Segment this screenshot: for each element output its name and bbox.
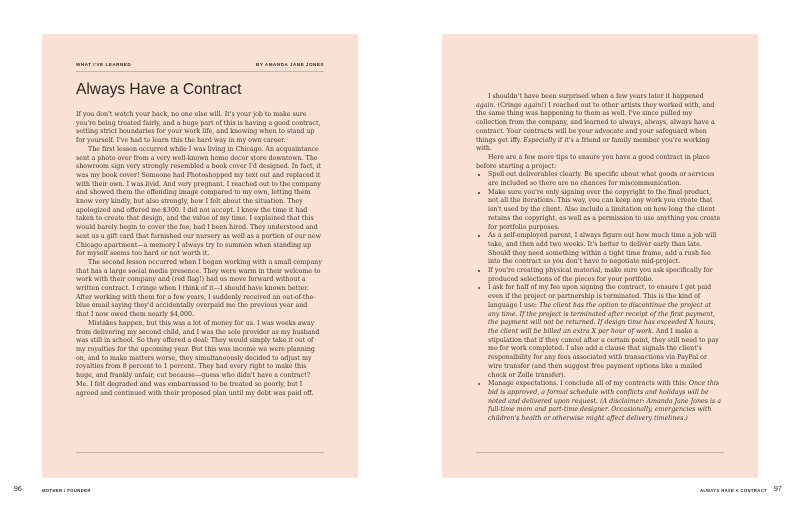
left-body <box>76 111 322 398</box>
paragraph: The second lesson occurred when I began working with a small company that has a large social media presence. They were warm in their welcome to work with their company and (red flag!) had us move forward without a written contract. I cringe when I think of it—I should have known better. After working with them for a few years, I suddenly received an out-of-the-blue email saying they'd accidentally overpaid me the previous year and that I now owed them nearly $4,000. <box>76 258 322 319</box>
article-title: Always Have a Contract <box>76 81 242 98</box>
list-item: • I ask for half of my fee upon signing the contract, to ensure I get paid even if the project or partnership is terminated. This is the kind of language I use: The client has the option to discontinue the project at any time. If the project is terminated after receipt of the first payment, the payment will not be returned. If design time has exceeded X hours, the client will be billed an extra X per hour of work. And I make a stipulation that if they cancel after a certain point, they still need to pay me for work completed. I also add a clause that signals the client's responsibility for any fees associated with transactions via PayPal or wire transfer (and then suggest free payment options like a mailed check or Zelle transfer). <box>488 284 722 380</box>
list-item: • Spell out deliverables clearly. Be specific about what goods or services are included so there are no chances for miscommunication. <box>488 171 722 188</box>
paragraph: I shouldn't have been surprised when a few years later it happened again. (Cringe again!) I reached out to other artists they worked with, and the same thing was happening to them as well. I've since pulled my collection from the company, and learned to always, always, always have a contract. Your contracts will be your advocate and your safeguard when things get iffy. Especially if it's a friend or family member you're working with. <box>476 93 715 153</box>
header-rule <box>76 71 324 72</box>
paragraph: Mistakes happen, but this was a lot of money for us. I was weeks away from delivering my second child, and I was the sole provider as my husband was still in school. So they offered a deal: They would simply take it out of my royalties for the upcoming year. But this was income we were planning on, and to make matters worse, they simultaneously decided to adjust my royalties from 8 percent to 1 percent. They had every right to make this huge, and frankly unfair, cut because—guess who didn't have a contract? Me. I felt degraded and was embarrassed to be treated so poorly, but I agreed and continued with their proposed plan until my debt was paid off. <box>76 319 320 397</box>
paragraph: Here are a few more tips to ensure you have a good contract in place before starting a project: <box>476 153 710 170</box>
page-number: 97 <box>774 486 782 493</box>
list-item: • If you're creating physical material, make sure you ask specifically for produced selections of the pieces for your portfolio. <box>488 267 722 284</box>
footer-rule <box>76 452 324 453</box>
paragraph: The first lesson occurred while I was living in Chicago. An acquaintance sent a photo over from a very well-known home decor store downtown. The showroom sign very strongly resembled a book cover I'd designed. In fact, it was my book cover! Someone had Photoshopped my text out and replaced it with their own. I was livid. And very pregnant. I reached out to the company and showed them the offending image compared to my own, letting them know very kindly, but also strongly, how I felt about the situation. They apologized and offered me $300. I did not accept. I knew the time it had taken to create that design, and the value of my time. I explained that this would barely begin to cover the fee, had I been hired. They understood and sent us a gift card that furnished our nursery as well as a portion of our new Chicago apartment—a memory I always try to summon when standing up for myself seems too hard or not worth it. <box>76 145 322 258</box>
author-byline: BY AMANDA JANE JONES <box>255 62 324 67</box>
running-footer: ALWAYS HAVE A CONTRACT <box>700 488 768 493</box>
list-item: • As a self-employed parent, I always figure out how much time a job will take, and then add two weeks. It's better to deliver early than late. Should they need something within a tight time frame, add a rush fee into the contract so you don't have to negotiate mid-project. <box>488 232 722 267</box>
paragraph: If you don't watch your back, no one else will. It's your job to make sure you're being treated fairly, and a huge part of this is having a good contract, setting strict boundaries for your work life, and knowing when to stand up for yourself. I've had to learn this the hard way in my own career. <box>76 111 321 145</box>
running-head <box>76 62 324 67</box>
list-item: • Make sure you're only signing over the copyright to the final product, not all the iterations. This way, you can keep any work you create that isn't used by the client. Also include a limitation on how long the client retains the copyright, as well as a permission to use anything you create for portfolio purposes. <box>488 189 722 233</box>
tips-list <box>476 171 722 423</box>
page-number: 96 <box>14 486 22 493</box>
footer-rule <box>476 452 724 453</box>
list-item: • Manage expectations. I conclude all of my contracts with this: Once this bid is approved, a formal schedule with conflicts and holidays will be noted and delivered upon request. (A disclaimer: Amanda Jane Jones is a full-time mom and part-time designer. Occasionally, emergencies with children's health or otherwise might affect delivery timelines.) <box>488 380 722 424</box>
right-page <box>400 0 800 514</box>
section-label: WHAT I'VE LEARNED <box>76 62 132 67</box>
right-body <box>476 93 722 424</box>
running-footer: MOTHER / FOUNDER <box>42 488 91 493</box>
